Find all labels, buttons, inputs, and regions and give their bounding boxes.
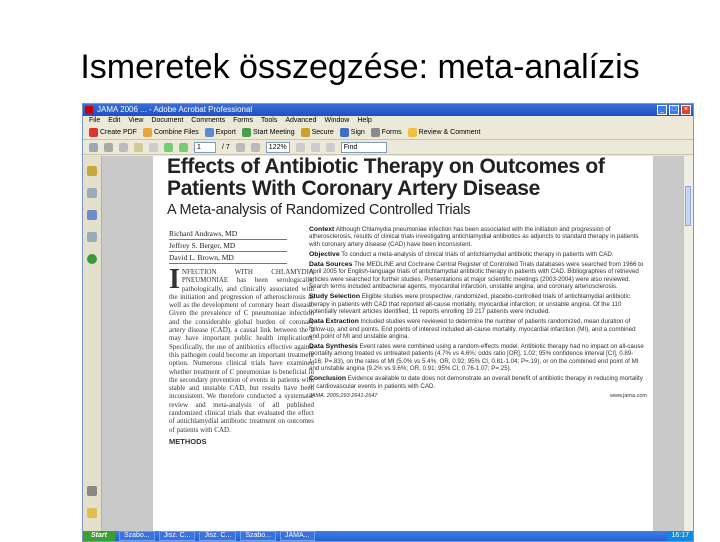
journal-url: www.jama.com: [610, 392, 647, 399]
create-pdf-icon: [89, 128, 98, 137]
help-icon[interactable]: [87, 254, 97, 264]
navigation-pane: [83, 156, 102, 531]
secure-icon: [301, 128, 310, 137]
menu-file[interactable]: File: [89, 117, 101, 124]
forms-button[interactable]: Forms: [371, 128, 402, 137]
abstract-head: Data Extraction: [309, 318, 359, 326]
menu-document[interactable]: Document: [151, 117, 184, 124]
secure-button[interactable]: Secure: [301, 128, 334, 137]
page-number-input[interactable]: 1: [194, 142, 216, 153]
menubar: [83, 116, 694, 126]
menu-forms[interactable]: Forms: [233, 117, 253, 124]
start-meeting-icon: [242, 128, 251, 137]
email-icon[interactable]: [119, 143, 128, 152]
abstract-text: The MEDLINE and Cochrane Central Register of Controlled Trials databases were searched from 1966 to April 2005 for English-language trials of antichlamydial antibiotic therapy in patients with CAD. Bibliographies of retrieved articles were searched for further studies. Presentations at major scientific meetings (2003-2004) were also reviewed. Search terms included antibacterial agents, myocardial infarction, unstable angina, and coronary arteriosclerosis.: [309, 261, 644, 291]
navigation-toolbar: [83, 141, 693, 155]
export-button[interactable]: Export: [205, 128, 236, 137]
abstract-head: Data Sources: [309, 261, 353, 269]
abstract: [309, 226, 647, 400]
select-tool-icon[interactable]: [149, 143, 158, 152]
abstract-head: Context: [309, 226, 335, 233]
bookmarks-icon[interactable]: [87, 166, 97, 176]
menu-window[interactable]: Window: [324, 117, 350, 124]
page-total-label: / 7: [222, 144, 230, 151]
window-title: JAMA 2006 ... - Adobe Acrobat Professional: [97, 105, 253, 114]
zoom-out-icon[interactable]: [236, 143, 245, 152]
abstract-text: To conduct a meta-analysis of clinical trials of antichlamydial antibiotic therapy in patients with CAD.: [341, 250, 614, 258]
fit-page-icon[interactable]: [296, 143, 305, 152]
article-title: Effects of Antibiotic Therapy on Outcomes of Patients With Coronary Artery Disease: [167, 156, 605, 200]
create-pdf-button[interactable]: Create PDF: [89, 128, 137, 137]
slide-title: Ismeretek összegzése: meta-analízis: [80, 48, 640, 86]
acrobat-logo-icon: [85, 106, 93, 114]
zoom-level-select[interactable]: 122%: [266, 142, 290, 153]
abstract-section: [309, 343, 647, 372]
abstract-text: Eligible studies were prospective, randomized, placebo-controlled trials of antichlamydial antibiotic therapy in patients with CAD that reported all-cause mortality, myocardial infarction, or unstable angina. Of the 110 potentially relevant articles identified, 11 reports enrolling 19 217 patients were included.: [309, 293, 630, 315]
methods-heading: METHODS: [169, 436, 207, 446]
attachments-icon[interactable]: [87, 486, 97, 496]
fit-width-icon[interactable]: [311, 143, 320, 152]
abstract-head: Study Selection: [309, 293, 360, 301]
acrobat-screenshot: [82, 103, 694, 542]
start-button[interactable]: Start: [83, 531, 115, 541]
scrollbar-thumb[interactable]: [685, 186, 691, 226]
start-meeting-button[interactable]: Start Meeting: [242, 128, 295, 137]
taskbar-item[interactable]: JAMA...: [280, 531, 315, 541]
print-icon[interactable]: [104, 143, 113, 152]
rotate-icon[interactable]: [326, 143, 335, 152]
body-text: NFECTION WITH CHLAMYDIA PNEUMONIAE has been serologically, pathologically, and clinically associated with the initiation and progression of atherosclerosis as well as the development of coronary heart disease. Given the prevalence of C pneumoniae infection and the considerable global burden of coronary artery disease (CAD), a causal link between the 2 may have important public health implications. Specifically, the use of antibiotics effective against this pathogen could become an important treatment option. Numerous clinical trials have examined whether treatment of C pneumoniae is beneficial in the secondary prevention of events in patients with stable and unstable CAD, but results have been inconsistent. We therefore conducted a systematic review and meta-analysis of all published randomized clinical trials that evaluated the effect of antichlamydial antibiotic treatment on outcomes of patients with CAD.: [169, 268, 314, 434]
menu-edit[interactable]: Edit: [108, 117, 121, 124]
zoom-in-icon[interactable]: [251, 143, 260, 152]
minimize-button[interactable]: _: [657, 105, 667, 115]
vertical-scrollbar[interactable]: [683, 156, 693, 531]
author-list: [169, 228, 287, 264]
find-input[interactable]: Find: [341, 142, 387, 153]
abstract-section: [309, 375, 647, 390]
abstract-section: [309, 261, 647, 290]
sign-button[interactable]: Sign: [340, 128, 365, 137]
author: Jeffrey S. Berger, MD: [169, 240, 287, 252]
author: Richard Andraws, MD: [169, 228, 287, 240]
drop-cap: I: [169, 264, 180, 295]
abstract-text: Although Chlamydia pneumoniae infection has been associated with the initiation and progression of atherosclerosis, results of clinical trials investigating antichlamydial antibiotics as adjuncts to standard therapy in patients with coronary artery disease (CAD) have been inconsistent.: [309, 226, 639, 248]
save-icon[interactable]: [89, 143, 98, 152]
pdf-page: [153, 156, 653, 531]
taskbar-item[interactable]: Jisz. C...: [199, 531, 236, 541]
abstract-section: [309, 293, 647, 315]
comments-icon[interactable]: [87, 508, 97, 518]
abstract-head: Conclusion: [309, 375, 347, 383]
combine-files-icon: [143, 128, 152, 137]
abstract-text: Event rates were combined using a random-effects model. Antibiotic therapy had no impact on all-cause mortality among treated vs untreated patients (4.7% vs 4.6%; odds ratio [OR], 1.02; 95% confidence interval [CI], 0.89-1.16; P=.83), on the rates of MI (5.0% vs 5.4%; OR, 0.92; 95% CI, 0.81-1.04; P=.19), or on the combined end point of MI and unstable angina (9.2% vs 9.6%; OR, 0.91; 95% CI, 0.76-1.07; P=.25).: [309, 343, 644, 373]
citation: JAMA. 2005;293:2641-2647: [309, 392, 378, 399]
window-titlebar: [83, 104, 693, 116]
abstract-text: Included studies were reviewed to determine the number of patients randomized, mean duration of follow-up, and end points. End points of interest included all-cause mortality, myocardial infarction (MI), and a combined end point of MI and unstable angina.: [309, 318, 636, 340]
abstract-head: Objective: [309, 250, 340, 258]
prev-page-icon[interactable]: [164, 143, 173, 152]
pages-icon[interactable]: [87, 188, 97, 198]
menu-comments[interactable]: Comments: [191, 117, 226, 124]
close-button[interactable]: ×: [681, 105, 691, 115]
layers-icon[interactable]: [87, 210, 97, 220]
article-subtitle: A Meta-analysis of Randomized Controlled Trials: [167, 202, 471, 218]
task-toolbar: [83, 126, 693, 140]
taskbar-item[interactable]: Jisz. C...: [159, 531, 196, 541]
abstract-text: Evidence available to date does not demonstrate an overall benefit of antibiotic therapy in reducing mortality or cardiovascular events in patients with CAD.: [309, 375, 643, 390]
taskbar-item[interactable]: Szabo...: [119, 531, 155, 541]
abstract-head: Data Synthesis: [309, 343, 358, 351]
menu-view[interactable]: View: [128, 117, 144, 124]
system-clock: 16:17: [667, 531, 693, 541]
menu-tools[interactable]: Tools: [260, 117, 278, 124]
hand-tool-icon[interactable]: [134, 143, 143, 152]
abstract-section: [309, 251, 647, 258]
menu-help[interactable]: Help: [357, 117, 372, 124]
author: David L. Brown, MD: [169, 252, 287, 264]
abstract-section: [309, 318, 647, 340]
next-page-icon[interactable]: [179, 143, 188, 152]
sign-icon: [340, 128, 349, 137]
abstract-section: [309, 226, 647, 248]
article-body: [169, 264, 314, 446]
review-comment-icon: [408, 128, 417, 137]
taskbar-item[interactable]: Szabo...: [240, 531, 276, 541]
review-comment-button[interactable]: Review & Comment: [408, 128, 481, 137]
signatures-icon[interactable]: [87, 232, 97, 242]
forms-icon: [371, 128, 380, 137]
combine-files-button[interactable]: Combine Files: [143, 128, 199, 137]
export-icon: [205, 128, 214, 137]
document-area[interactable]: [102, 156, 684, 531]
menu-advanced[interactable]: Advanced: [285, 117, 317, 124]
citation-line: [309, 393, 647, 400]
maximize-button[interactable]: □: [669, 105, 679, 115]
